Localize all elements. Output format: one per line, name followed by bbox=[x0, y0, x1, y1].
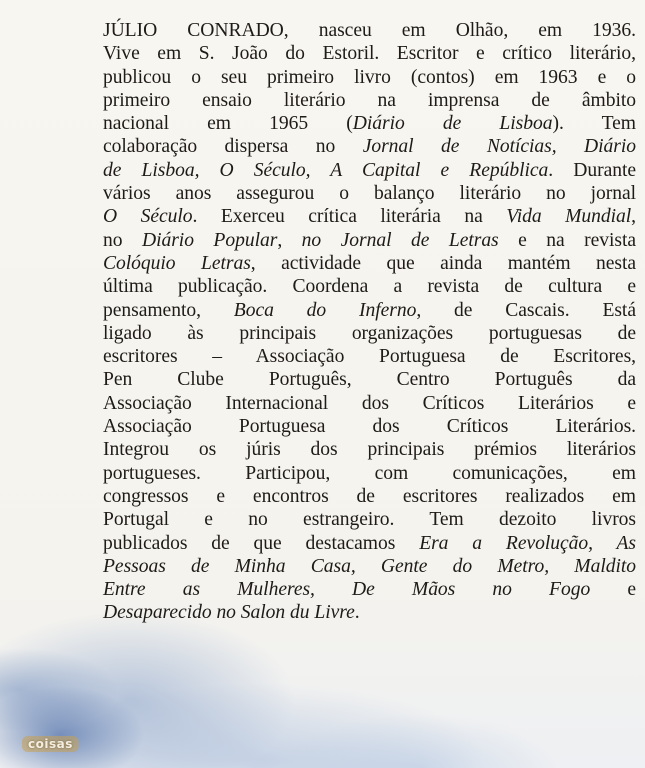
bio-line bbox=[103, 415, 636, 438]
bio-italic-title: Boca do Inferno bbox=[233, 299, 417, 321]
bio-text: vários anos assegurou o balanço literário no jornal bbox=[103, 183, 636, 205]
bio-text: publicou o seu primeiro livro (contos) em 1963 e o bbox=[103, 66, 636, 88]
bio-line bbox=[103, 532, 636, 555]
bio-text: Associação Portuguesa dos Críticos Literários. bbox=[103, 416, 636, 438]
bio-italic-title: Vida Mundial bbox=[506, 206, 632, 228]
bio-italic-title: O Século bbox=[103, 206, 193, 228]
bio-text: escritores – Associação Portuguesa de Escritores, bbox=[103, 346, 636, 368]
bio-line bbox=[103, 508, 636, 531]
bio-italic-title: Entre as Mulheres, De Mãos no Fogo bbox=[103, 579, 591, 601]
bio-line bbox=[103, 252, 636, 275]
bio-line bbox=[103, 462, 636, 485]
bio-line bbox=[103, 555, 636, 578]
bio-text: última publicação. Coordena a revista de cultura e bbox=[103, 276, 636, 298]
bio-text: Pen Clube Português, Centro Português da bbox=[103, 369, 636, 391]
bio-text: Integrou os júris dos principais prémios literários bbox=[103, 439, 636, 461]
bio-text: . Durante bbox=[548, 159, 637, 181]
bio-line bbox=[103, 42, 636, 65]
bio-text: Associação Internacional dos Críticos Literários e bbox=[103, 392, 636, 414]
bio-text: congressos e encontros de escritores realizados em bbox=[103, 485, 636, 507]
bio-line bbox=[103, 299, 636, 322]
bio-line bbox=[103, 345, 636, 368]
bio-line bbox=[103, 275, 636, 298]
bio-line bbox=[103, 392, 636, 415]
bio-line bbox=[103, 485, 636, 508]
bio-line bbox=[103, 578, 636, 601]
bio-line bbox=[103, 601, 636, 624]
bio-text: e bbox=[590, 579, 636, 601]
bio-text: , bbox=[631, 206, 637, 228]
bio-line bbox=[103, 19, 636, 42]
bio-italic-title: Colóquio Letras bbox=[103, 252, 251, 274]
bio-line bbox=[103, 112, 636, 135]
bio-italic-title: Era a Revolução, As bbox=[419, 532, 636, 554]
author-biography bbox=[103, 19, 636, 625]
bio-text: Vive em S. João do Estoril. Escritor e crítico literário, bbox=[103, 43, 636, 65]
bio-text: ligado às principais organizações portuguesas de bbox=[103, 322, 636, 344]
bio-text: colaboração dispersa no bbox=[103, 136, 363, 158]
bio-text: JÚLIO CONRADO, nasceu em Olhão, em 1936. bbox=[103, 20, 636, 41]
bio-text: Portugal e no estrangeiro. Tem dezoito livros bbox=[103, 509, 636, 531]
bio-text: publicados de que destacamos bbox=[103, 532, 420, 554]
bio-italic-title: Desaparecido no Salon du Livre bbox=[103, 602, 355, 624]
bio-text: , bbox=[277, 229, 302, 251]
bio-text: primeiro ensaio literário na imprensa de âmbito bbox=[103, 89, 636, 111]
bio-italic-title: Pessoas de Minha Casa, Gente do Metro, Maldito bbox=[103, 555, 636, 577]
bio-text: pensamento, bbox=[103, 299, 234, 321]
bio-line bbox=[103, 229, 636, 252]
bio-italic-title: Diário Popular bbox=[141, 229, 278, 251]
bio-text: . Exerceu crítica literária na bbox=[192, 206, 507, 228]
bio-italic-title: Jornal de Notícias, Diário bbox=[362, 136, 636, 158]
bio-text: . bbox=[354, 602, 360, 624]
bio-line bbox=[103, 159, 636, 182]
bio-line bbox=[103, 368, 636, 391]
bio-line bbox=[103, 438, 636, 461]
bio-line bbox=[103, 322, 636, 345]
bio-text: portugueses. Participou, com comunicações, em bbox=[103, 462, 636, 484]
bio-italic-title: Diário de Lisboa bbox=[352, 113, 553, 135]
bio-line bbox=[103, 66, 636, 89]
bio-text: ). Tem bbox=[552, 113, 636, 135]
bio-line bbox=[103, 135, 636, 158]
bio-line bbox=[103, 89, 636, 112]
bio-text: nacional em 1965 ( bbox=[103, 113, 353, 135]
watermark-logo: coisas bbox=[22, 736, 79, 752]
bio-text: e na revista bbox=[498, 229, 637, 251]
bio-italic-title: no Jornal de Letras bbox=[301, 229, 499, 251]
bio-italic-title: de Lisboa, O Século, A Capital e República bbox=[103, 159, 549, 181]
bio-text: , actividade que ainda mantém nesta bbox=[250, 252, 636, 274]
bio-line bbox=[103, 205, 636, 228]
bio-line bbox=[103, 182, 636, 205]
bio-text: , de Cascais. Está bbox=[416, 299, 636, 321]
bio-text: no bbox=[103, 229, 142, 251]
